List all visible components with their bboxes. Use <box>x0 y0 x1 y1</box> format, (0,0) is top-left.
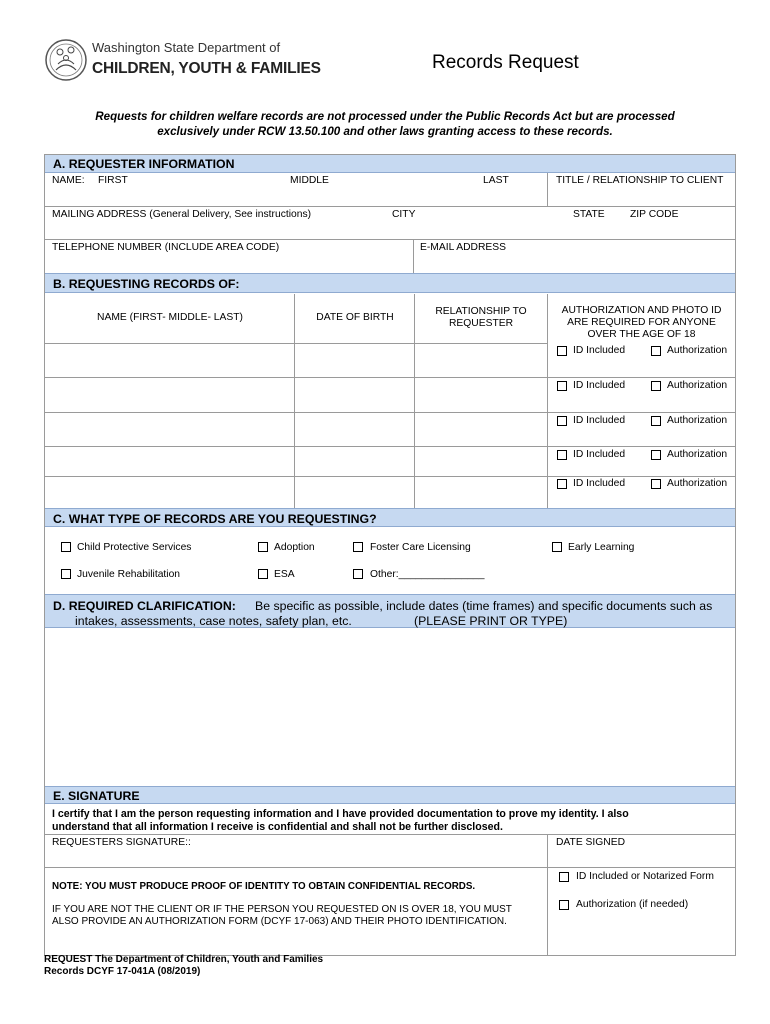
id-included-label: ID Included <box>573 478 626 489</box>
id-included-checkbox[interactable] <box>557 381 567 391</box>
mailing-address-label: MAILING ADDRESS (General Delivery, See instructions) <box>52 209 312 220</box>
date-signed-field[interactable] <box>550 850 734 866</box>
certification-line2: understand that all information I receive is confidential and shall not be further disclosed. <box>52 821 503 833</box>
foster-care-label: Foster Care Licensing <box>370 542 471 553</box>
intro-line2: exclusively under RCW 13.50.100 and other laws granting access to these records. <box>157 125 613 138</box>
record-relationship-field[interactable] <box>416 379 546 411</box>
col-relationship-label-2: REQUESTER <box>448 318 514 329</box>
col-relationship-label-1: RELATIONSHIP TO <box>435 306 527 317</box>
telephone-label: TELEPHONE NUMBER (INCLUDE AREA CODE) <box>52 242 280 253</box>
divider <box>45 867 735 868</box>
authorization-needed-label: Authorization (if needed) <box>576 899 689 910</box>
id-included-checkbox[interactable] <box>557 416 567 426</box>
divider <box>45 476 735 477</box>
section-d-print-note: (PLEASE PRINT OR TYPE) <box>414 614 568 628</box>
middle-name-label: MIDDLE <box>290 175 329 186</box>
other-records-field[interactable] <box>400 566 484 580</box>
foster-care-checkbox[interactable] <box>353 542 363 552</box>
last-name-label: LAST <box>483 175 509 186</box>
early-learning-label: Early Learning <box>568 542 635 553</box>
early-learning-checkbox[interactable] <box>552 542 562 552</box>
id-included-label: ID Included <box>573 449 626 460</box>
id-included-label: ID Included <box>573 380 626 391</box>
divider <box>45 239 735 240</box>
record-relationship-field[interactable] <box>416 478 546 507</box>
record-relationship-field[interactable] <box>416 345 546 376</box>
id-included-checkbox[interactable] <box>557 450 567 460</box>
state-label: STATE <box>573 209 605 220</box>
esa-checkbox[interactable] <box>258 569 268 579</box>
authorization-checkbox[interactable] <box>651 479 661 489</box>
footer-line1: REQUEST The Department of Children, Youth and Families <box>44 954 324 965</box>
cps-checkbox[interactable] <box>61 542 71 552</box>
email-label: E-MAIL ADDRESS <box>420 242 507 253</box>
record-name-field[interactable] <box>46 345 293 376</box>
record-name-field[interactable] <box>46 379 293 411</box>
col-dob-label: DATE OF BIRTH <box>316 312 394 323</box>
telephone-field[interactable] <box>46 256 412 271</box>
title-relationship-label: TITLE / RELATIONSHIP TO CLIENT <box>556 175 724 186</box>
requester-first-name-field[interactable] <box>46 188 236 202</box>
record-dob-field[interactable] <box>296 478 413 507</box>
col-name-label: NAME (FIRST- MIDDLE- LAST) <box>97 312 243 323</box>
divider <box>45 377 735 378</box>
authorization-label: Authorization <box>667 380 728 391</box>
record-dob-field[interactable] <box>296 345 413 376</box>
section-e-title: E. SIGNATURE <box>53 789 140 803</box>
esa-label: ESA <box>274 569 295 580</box>
agency-logo <box>40 36 321 84</box>
certification-line1: I certify that I am the person requesting information and I have provided documentation to prove my identity. I also <box>52 808 629 820</box>
signature-field[interactable] <box>46 850 546 866</box>
state-field[interactable] <box>568 222 624 237</box>
authorization-label: Authorization <box>667 345 728 356</box>
record-name-field[interactable] <box>46 414 293 445</box>
divider <box>45 446 735 447</box>
footer-line2: Records DCYF 17-041A (08/2019) <box>44 966 201 977</box>
dcyf-seal-icon <box>44 38 88 82</box>
divider <box>45 834 735 835</box>
authorization-checkbox[interactable] <box>651 416 661 426</box>
divider <box>547 173 548 206</box>
record-relationship-field[interactable] <box>416 414 546 445</box>
email-field[interactable] <box>416 256 734 271</box>
authorization-label: Authorization <box>667 449 728 460</box>
id-included-checkbox[interactable] <box>557 346 567 356</box>
authorization-needed-checkbox[interactable] <box>559 900 569 910</box>
col-authorization-label-3: OVER THE AGE OF 18 <box>587 329 696 340</box>
divider <box>294 294 295 508</box>
section-a-title: A. REQUESTER INFORMATION <box>53 157 235 171</box>
section-d-header <box>45 594 735 628</box>
divider <box>547 835 548 956</box>
authorization-checkbox[interactable] <box>651 346 661 356</box>
name-label: NAME: <box>52 175 85 186</box>
section-d-title: D. REQUIRED CLARIFICATION: <box>53 599 236 613</box>
authorization-checkbox[interactable] <box>651 381 661 391</box>
record-name-field[interactable] <box>46 478 293 507</box>
authorization-checkbox[interactable] <box>651 450 661 460</box>
first-name-label: FIRST <box>98 175 128 186</box>
section-a-header <box>45 155 735 173</box>
record-relationship-field[interactable] <box>416 448 546 475</box>
identity-note: NOTE: YOU MUST PRODUCE PROOF OF IDENTITY TO OBTAIN CONFIDENTIAL RECORDS. <box>52 881 476 892</box>
section-d-instructions-1: Be specific as possible, include dates (time frames) and specific documents such as <box>255 599 713 613</box>
id-included-label: ID Included <box>573 415 626 426</box>
authorization-notice-line2: ALSO PROVIDE AN AUTHORIZATION FORM (DCYF 17-063) AND THEIR PHOTO IDENTIFICATION. <box>52 916 507 927</box>
other-label: Other:_______________ <box>370 569 485 580</box>
divider <box>45 343 548 344</box>
other-checkbox[interactable] <box>353 569 363 579</box>
divider <box>547 294 548 508</box>
requester-last-name-field[interactable] <box>480 188 546 202</box>
record-dob-field[interactable] <box>296 448 413 475</box>
zip-code-label: ZIP CODE <box>630 209 679 220</box>
agency-name-line1: Washington State Department of <box>92 40 281 55</box>
section-e-header <box>45 786 735 804</box>
divider <box>414 294 415 508</box>
form-title: Records Request <box>432 52 579 73</box>
mailing-address-field[interactable] <box>46 222 386 237</box>
cps-label: Child Protective Services <box>77 542 192 553</box>
section-c-title: C. WHAT TYPE OF RECORDS ARE YOU REQUESTING? <box>53 512 377 526</box>
section-d-instructions-2: intakes, assessments, case notes, safety plan, etc. <box>75 614 352 628</box>
city-field[interactable] <box>388 222 558 237</box>
section-b-title: B. REQUESTING RECORDS OF: <box>53 277 240 291</box>
id-notarized-checkbox[interactable] <box>559 872 569 882</box>
section-b-header <box>45 273 735 293</box>
authorization-label: Authorization <box>667 415 728 426</box>
clarification-textarea[interactable] <box>46 630 734 784</box>
record-name-field[interactable] <box>46 448 293 475</box>
juvenile-label: Juvenile Rehabilitation <box>77 569 181 580</box>
section-c-header <box>45 508 735 527</box>
col-authorization-label-2: ARE REQUIRED FOR ANYONE <box>567 317 716 328</box>
requester-title-field[interactable] <box>552 188 734 202</box>
adoption-label: Adoption <box>274 542 315 553</box>
agency-name-line2: CHILDREN, YOUTH & FAMILIES <box>92 60 321 77</box>
divider <box>45 412 735 413</box>
date-signed-label: DATE SIGNED <box>556 837 626 848</box>
authorization-notice-line1: IF YOU ARE NOT THE CLIENT OR IF THE PERSON YOU REQUESTED ON IS OVER 18, YOU MUST <box>52 904 512 915</box>
adoption-checkbox[interactable] <box>258 542 268 552</box>
intro-line1: Requests for children welfare records are not processed under the Public Records Act but are processed <box>95 110 675 123</box>
id-included-checkbox[interactable] <box>557 479 567 489</box>
id-notarized-label: ID Included or Notarized Form <box>576 871 714 882</box>
record-dob-field[interactable] <box>296 414 413 445</box>
zip-code-field[interactable] <box>626 222 734 237</box>
divider <box>413 240 414 273</box>
requester-middle-name-field[interactable] <box>286 188 476 202</box>
id-included-label: ID Included <box>573 345 626 356</box>
juvenile-checkbox[interactable] <box>61 569 71 579</box>
city-label: CITY <box>392 209 416 220</box>
record-dob-field[interactable] <box>296 379 413 411</box>
divider <box>45 206 735 207</box>
signature-label: REQUESTERS SIGNATURE:: <box>52 837 191 848</box>
authorization-label: Authorization <box>667 478 728 489</box>
col-authorization-label-1: AUTHORIZATION AND PHOTO ID <box>561 305 722 316</box>
